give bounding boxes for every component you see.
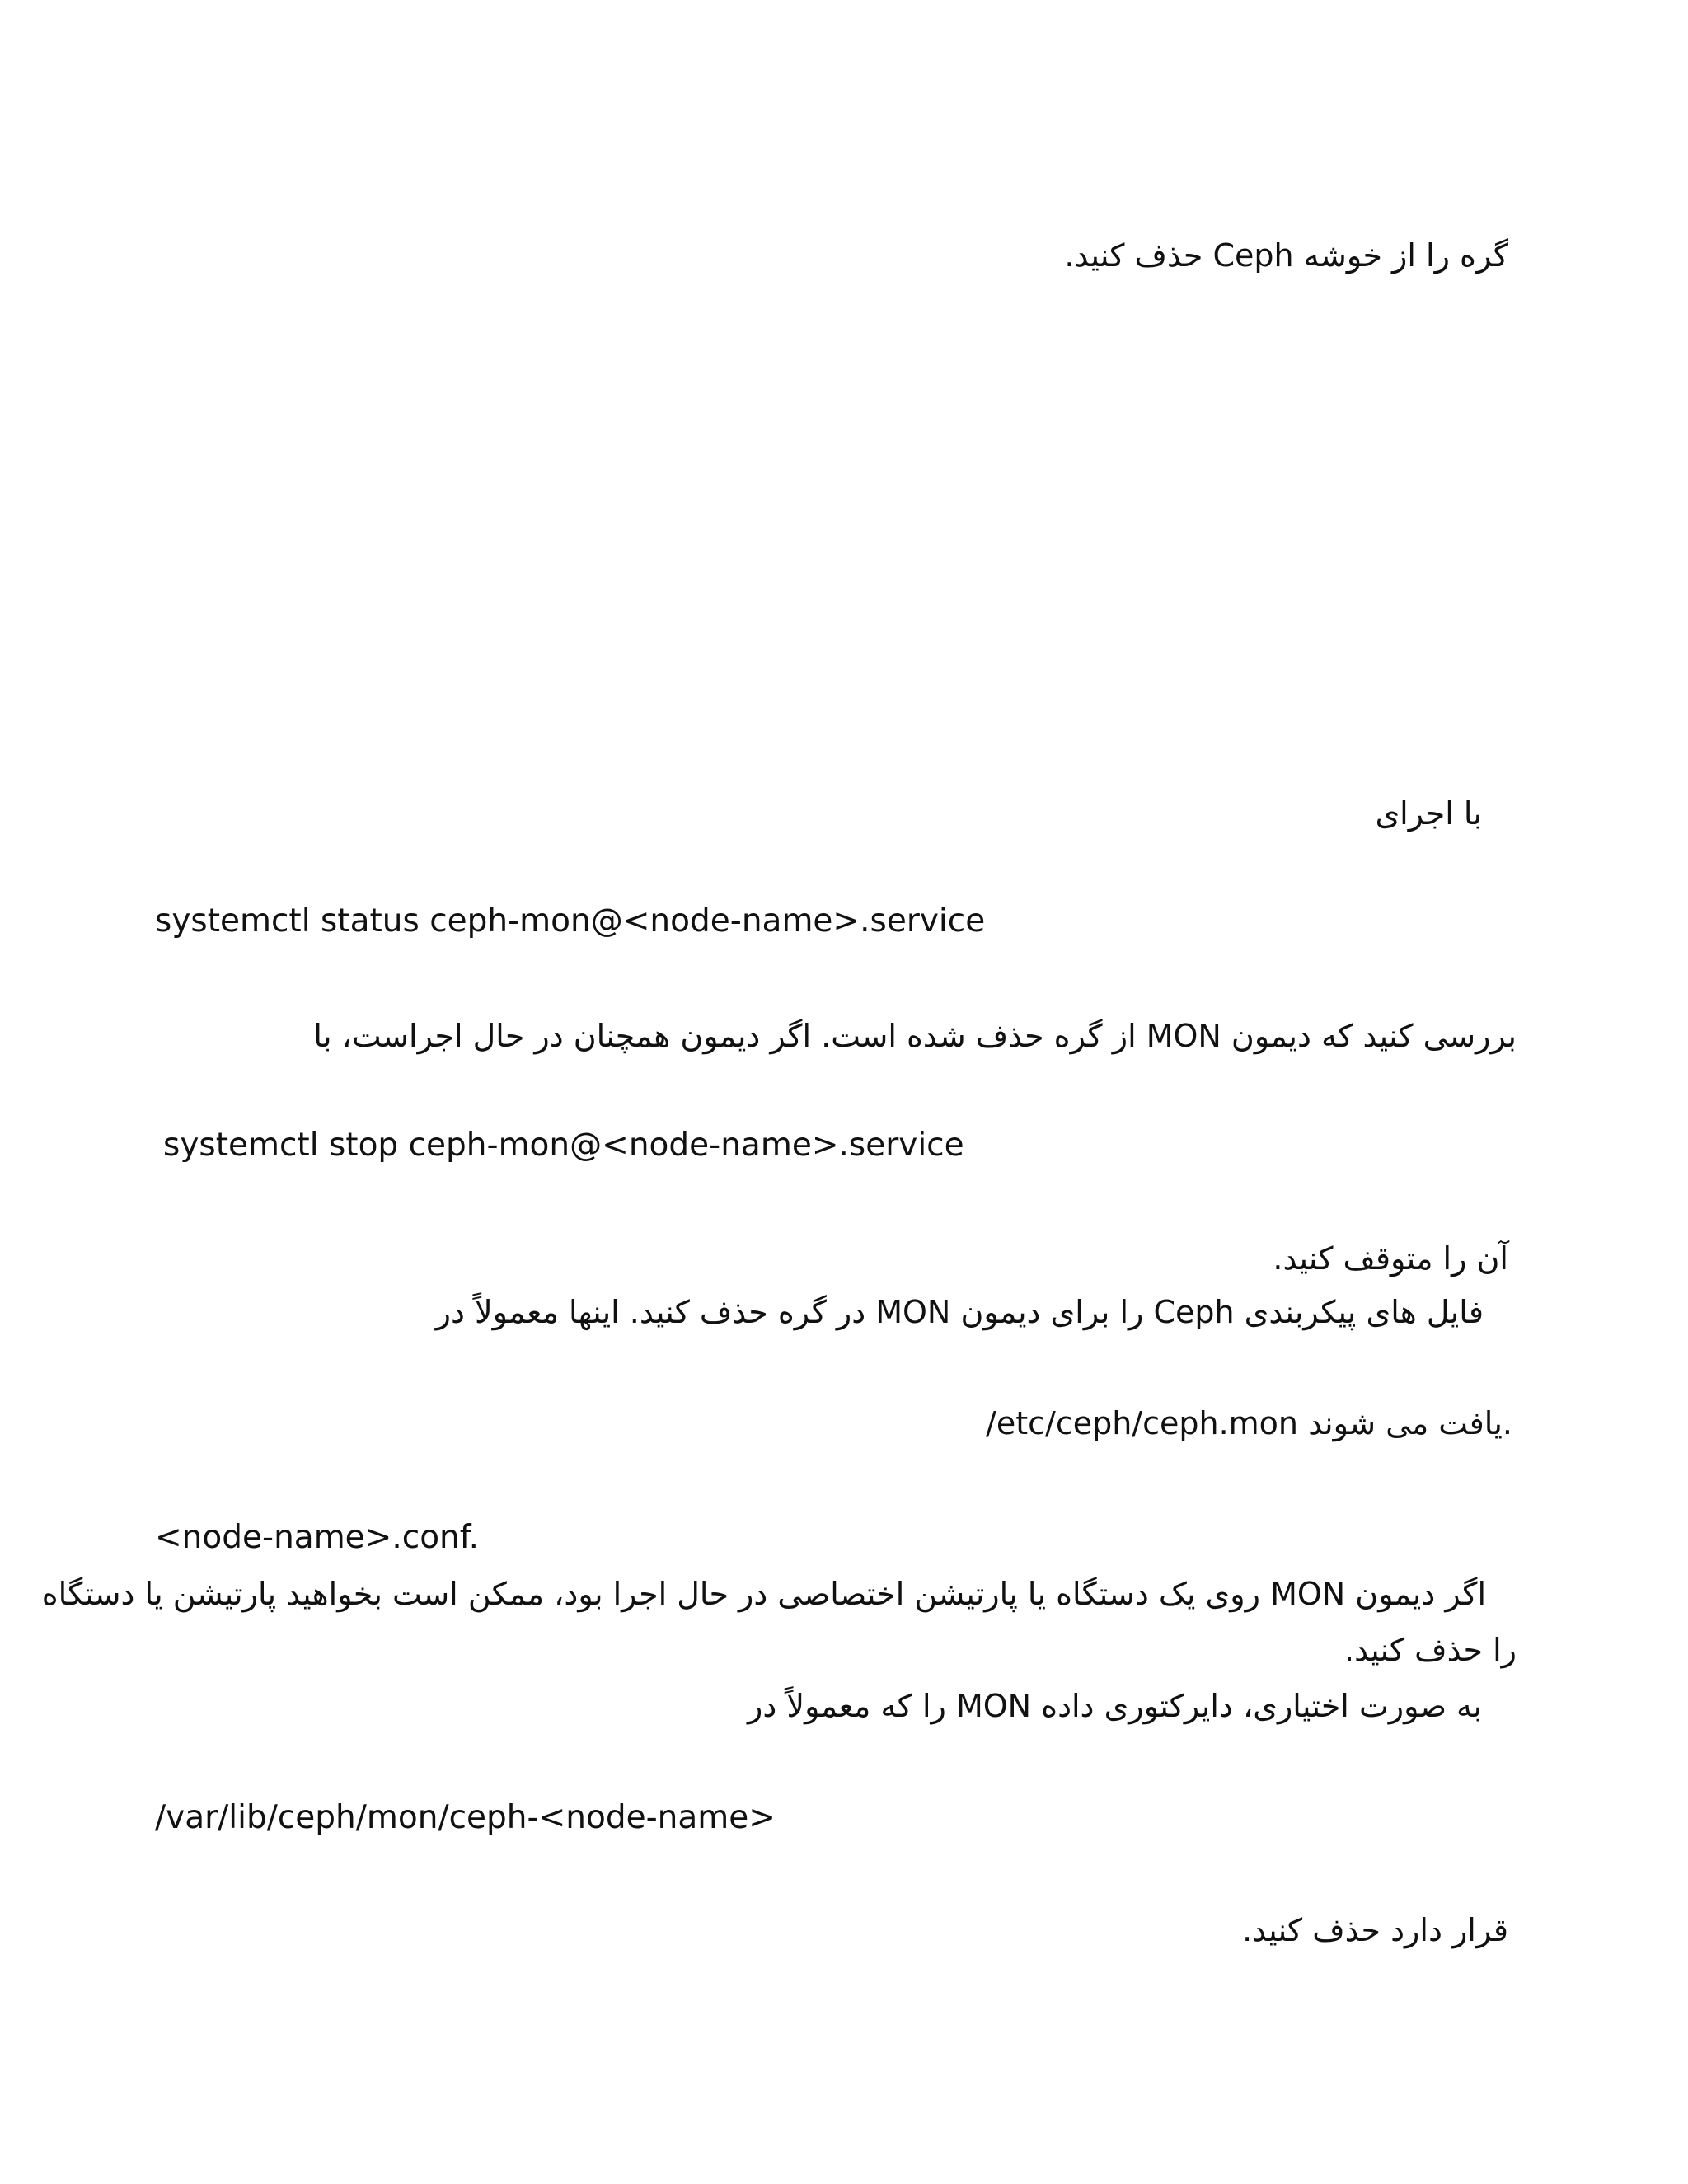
config-files-text: فایل های پیکربندی Ceph را برای دیمون MON در گره حذف کنید. اینها معمولاً در: [435, 1294, 1484, 1330]
stop-it-text: آن را متوقف کنید.: [1273, 1240, 1508, 1277]
located-text: قرار دارد حذف کنید.: [1242, 1912, 1508, 1948]
remove-node-title: گره را از خوشه Ceph حذف کنید.: [1064, 237, 1508, 274]
optional-text: به صورت اختیاری، دایرکتوری داده MON را که معمولاً در: [748, 1688, 1482, 1724]
partition-text-line2: را حذف کنید.: [1344, 1632, 1517, 1668]
status-command: systemctl status ceph-mon@<node-name>.service: [155, 902, 986, 940]
check-daemon-text: بررسی کنید که دیمون MON از گره حذف شده است. اگر دیمون همچنان در حال اجراست، با: [313, 1018, 1517, 1054]
config-path-text: /etc/ceph/ceph.mon یافت می شوند.: [986, 1405, 1512, 1441]
stop-command: systemctl stop ceph-mon@<node-name>.service: [163, 1127, 964, 1164]
config-path-suffix: <node-name>.conf.: [155, 1519, 480, 1556]
partition-text-line1: اگر دیمون MON روی یک دستگاه یا پارتیشن اختصاصی در حال اجرا بود، ممکن است بخواهید پارتیشن یا دستگاه: [41, 1576, 1486, 1612]
data-dir-path: /var/lib/ceph/mon/ceph-<node-name>: [155, 1799, 776, 1836]
run-prefix-text: با اجرای: [1375, 795, 1482, 832]
